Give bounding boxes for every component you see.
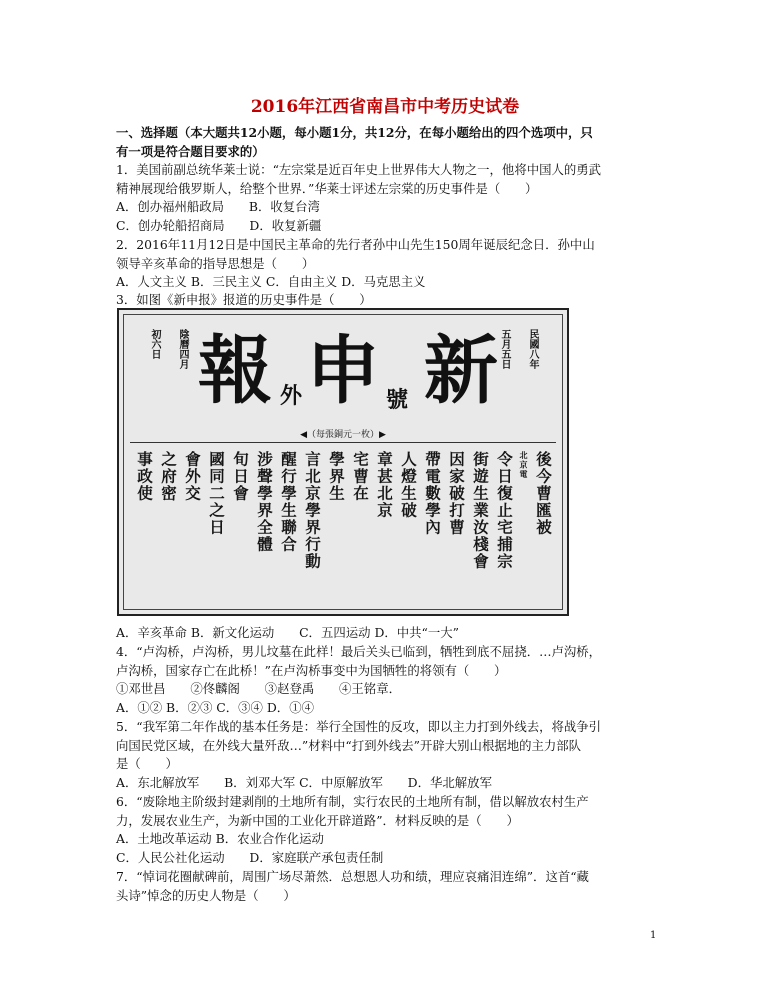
masthead-char-wai: 外 xyxy=(280,384,303,409)
newspaper-column: 醒行學生聯合 xyxy=(279,451,297,553)
q2-stem-line1: 2．2016年11月12日是中国民主革命的先行者孙中山先生150周年诞辰纪念日．孙中山 xyxy=(116,237,595,252)
newspaper-column: 街遊生業汝棧會 xyxy=(471,451,489,570)
q6-stem-line1: 6．“废除地主阶级封建剥削的土地所有制，实行农民的土地所有制，借以解放农村生产 xyxy=(116,794,589,809)
newspaper-column: 之府密 xyxy=(159,451,177,502)
newspaper-column: 因家破打曹 xyxy=(447,451,465,536)
newspaper-column: 宅曹在 xyxy=(351,451,369,502)
masthead-char-shen: 申 xyxy=(306,328,380,414)
newspaper-column-note: 北京電 xyxy=(519,451,528,480)
exam-title: 2016年江西省南昌市中考历史试卷 xyxy=(250,97,520,117)
newspaper-column: 學界生 xyxy=(327,451,345,502)
q6-options-cd: C．人民公社化运动 D．家庭联产承包责任制 xyxy=(116,850,384,865)
q5-stem-line1: 5．“我军第二年作战的基本任务是：举行全国性的反攻，即以主力打到外线去，将战争引 xyxy=(116,719,602,734)
newspaper-date-left-2: 初六日 xyxy=(149,329,160,359)
q5-stem-line2: 向国民党区域，在外线大量歼敌…”材料中“打到外线去”开辟大别山根据地的主力部队 xyxy=(116,738,582,753)
newspaper-column: 人燈生破 xyxy=(399,451,417,519)
newspaper-masthead xyxy=(198,325,498,425)
q1-stem-line2: 精神展现给俄罗斯人，给整个世界．”华莱士评述左宗棠的历史事件是（ ） xyxy=(116,181,538,196)
newspaper-columns xyxy=(134,451,552,611)
masthead-char-bao: 報 xyxy=(198,328,272,414)
q2-options: A．人文主义 B．三民主义 C．自由主义 D．马克思主义 xyxy=(116,274,426,289)
q5-options: A．东北解放军 B．刘邓大军 C．中原解放军 D．华北解放军 xyxy=(116,775,492,790)
newspaper-column: 會外交 xyxy=(183,451,201,502)
section-heading-line1: 一、选择题（本大题共12小题，每小题1分，共12分，在每小题给出的四个选项中，只 xyxy=(116,125,593,140)
newspaper-date-right-1: 民國八年 xyxy=(527,329,538,369)
newspaper-column: 言北京學界行動 xyxy=(303,451,321,570)
q3-stem: 3．如图《新申报》报道的历史事件是（ ） xyxy=(116,292,372,307)
q2-stem-line2: 领导辛亥革命的指导思想是（ ） xyxy=(116,256,315,271)
q1-options-cd: C．创办轮船招商局 D．收复新疆 xyxy=(116,218,322,233)
newspaper-column: 旬日會 xyxy=(231,451,249,502)
section-heading-line2: 有一项是符合题目要求的） xyxy=(116,144,265,159)
masthead-char-xin: 新 xyxy=(424,328,498,414)
newspaper-column: 涉聲學界全體 xyxy=(255,451,273,553)
q4-items: ①邓世昌 ②佟麟阁 ③赵登禹 ④王铭章． xyxy=(116,681,401,696)
newspaper-column: 國同二之日 xyxy=(207,451,225,536)
newspaper-date-right-2: 五月五日 xyxy=(499,329,510,369)
newspaper-price: ◀（每張銅元一枚）▶ xyxy=(300,430,386,440)
q6-options-ab: A．土地改革运动 B．农业合作化运动 xyxy=(116,831,324,846)
q4-options: A．①② B．②③ C．③④ D．①④ xyxy=(116,700,314,715)
newspaper-column: 章甚北京 xyxy=(375,451,393,519)
newspaper-column: 帶電數學內 xyxy=(423,451,441,536)
newspaper-column: 後今曹匯被 xyxy=(534,451,552,536)
q1-stem-line1: 1．美国前副总统华莱士说：“左宗棠是近百年史上世界伟大人物之一，他将中国人的勇武 xyxy=(116,162,602,177)
q4-stem-line1: 4．“卢沟桥，卢沟桥，男儿坟墓在此样！最后关头已临到，牺牲到底不屈挠．…卢沟桥， xyxy=(116,644,602,659)
q1-options-ab: A．创办福州船政局 B．收复台湾 xyxy=(116,199,320,214)
newspaper-column: 令日復止宅捕宗 xyxy=(495,451,513,570)
page-number: 1 xyxy=(650,930,657,941)
newspaper-column: 事政使 xyxy=(135,451,153,502)
q5-stem-line3: 是（ ） xyxy=(116,756,178,771)
newspaper-date-left-1: 陰曆四月 xyxy=(177,329,188,369)
newspaper-rule xyxy=(130,442,556,443)
q4-stem-line2: 卢沟桥，国家存亡在此桥！”在卢沟桥事变中为国牺牲的将领有（ ） xyxy=(116,663,507,678)
q6-stem-line2: 力，发展农业生产，为新中国的工业化开辟道路”．材料反映的是（ ） xyxy=(116,813,519,828)
q7-stem-line2: 头诗”悼念的历史人物是（ ） xyxy=(116,888,296,903)
q7-stem-line1: 7．“悼词花圈献碑前，周围广场尽萧然．总想恩人功和绩，理应哀痛泪连绵”．这首“藏 xyxy=(116,869,589,884)
newspaper-image xyxy=(117,308,569,616)
masthead-char-hao: 號 xyxy=(386,388,409,413)
q3-options: A．辛亥革命 B．新文化运动 C．五四运动 D．中共“一大” xyxy=(116,625,459,640)
